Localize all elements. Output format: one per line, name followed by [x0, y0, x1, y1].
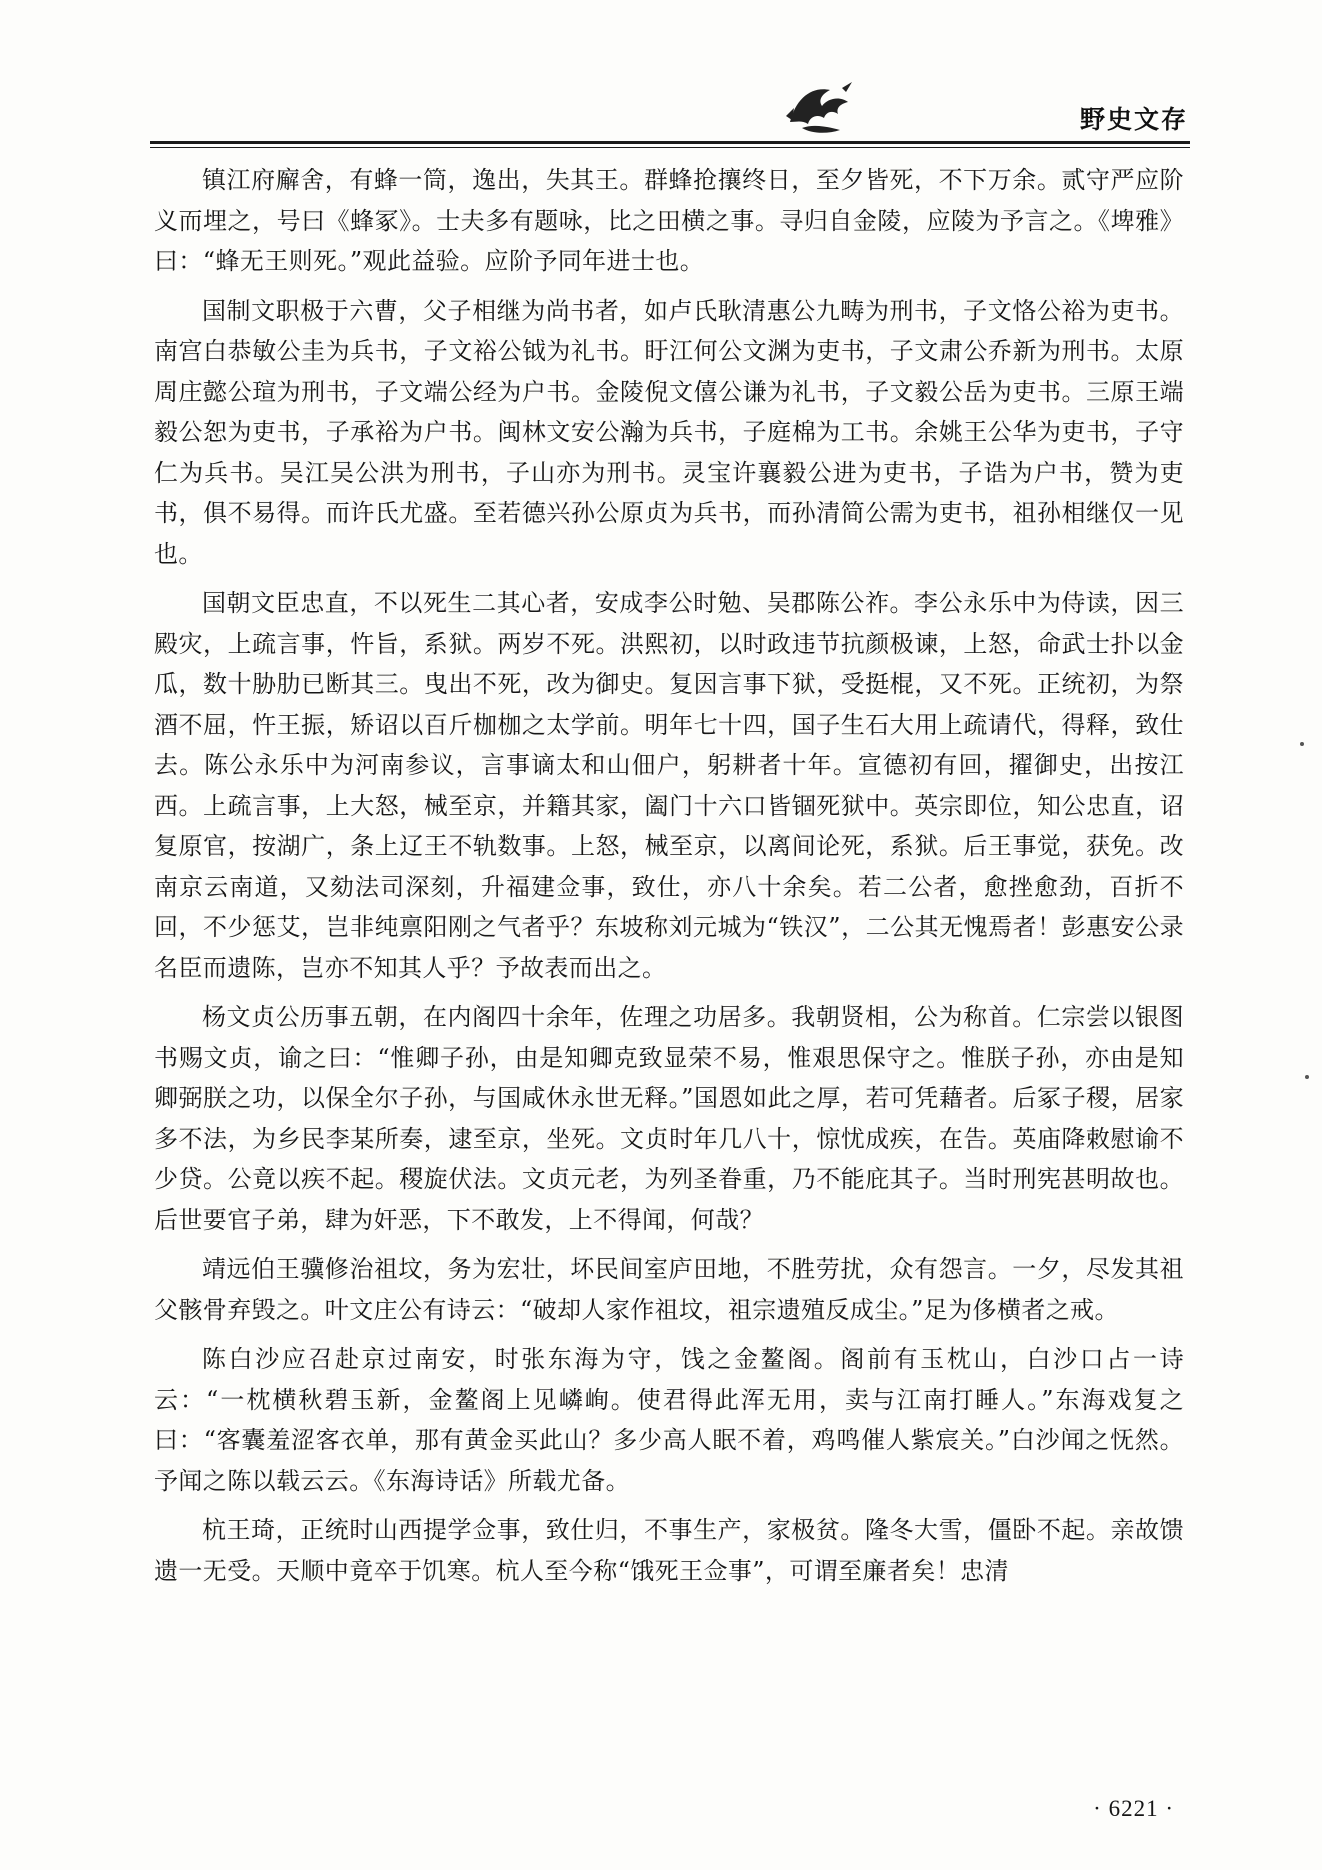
dragon-emblem-icon — [782, 78, 858, 138]
paragraph-wang-qi: 杭王琦，正统时山西提学佥事，致仕归，不事生产，家极贫。隆冬大雪，僵卧不起。亲故馈遗一无受。天顺中竟卒于饥寒。杭人至今称“饿死王佥事”，可谓至廉者矣！忠清 — [154, 1516, 1184, 1585]
paragraph-father-son-ministers: 国制文职极于六曹，父子相继为尚书者，如卢氏耿清惠公九畴为刑书，子文恪公裕为吏书。南宫白恭敏公圭为兵书，子文裕公钺为礼书。盱江何公文渊为吏书，子文肃公乔新为刑书。太原周庄懿公瑄为刑书，子文端公经为户书。金陵倪文僖公谦为礼书，子文毅公岳为吏书。三原王端毅公恕为吏书，子承裕为户书。闽林文安公瀚为兵书，子庭棉为工书。余姚王公华为吏书，子守仁为兵书。吴江吴公洪为刑书，子山亦为刑书。灵宝许襄毅公进为吏书，子诰为户书，赞为吏书，俱不易得。而许氏尤盛。至若德兴孙公原贞为兵书，而孙清简公需为吏书，祖孙相继仅一见也。 — [154, 296, 1184, 568]
page-header — [0, 0, 1322, 150]
header-rule-thick — [150, 141, 1190, 144]
series-title: 野史文存 — [1079, 105, 1188, 134]
paragraph-chen-baisha: 陈白沙应召赴京过南安，时张东海为守，饯之金鳌阁。阁前有玉枕山，白沙口占一诗云：“一枕横秋碧玉新，金鳌阁上见嶙峋。使君得此浑无用，卖与江南打睡人。”东海戏复之曰：“客囊羞涩客衣单，那有黄金买此山？多少高人眠不着，鸡鸣催人紫宸关。”白沙闻之怃然。予闻之陈以载云云。《东海诗话》所载尤备。 — [154, 1345, 1184, 1495]
body-text — [154, 160, 1184, 1600]
page-number: · 6221 · — [1093, 1796, 1174, 1821]
paragraph-yang-wenzhen: 杨文贞公历事五朝，在内阁四十余年，佐理之功居多。我朝贤相，公为称首。仁宗尝以银图书赐文贞，谕之曰：“惟卿子孙，由是知卿克致显荣不易，惟艰思保守之。惟朕子孙，亦由是知卿弼朕之功，以保全尔子孙，与国咸休永世无释。”国恩如此之厚，若可凭藉者。后冢子稷，居家多不法，为乡民李某所奏，逮至京，坐死。文贞时年几八十，惊忧成疾，在告。英庙降敕慰谕不少贷。公竟以疾不起。稷旋伏法。文贞元老，为列圣眷重，乃不能庇其子。当时刑宪甚明故也。后世要官子弟，肆为奸恶，下不敢发，上不得闻，何哉？ — [154, 1003, 1184, 1234]
header-rule-thin — [150, 147, 1190, 148]
paragraph-bee-tomb: 镇江府廨舍，有蜂一筒，逸出，失其王。群蜂抢攘终日，至夕皆死，不下万余。贰守严应阶义而埋之，号曰《蜂冢》。士夫多有题咏，比之田横之事。寻归自金陵，应陵为予言之。《埤雅》曰：“蜂无王则死。”观此益验。应阶予同年进士也。 — [154, 166, 1184, 275]
scan-speck — [1305, 1075, 1309, 1079]
paragraph-loyal-officials: 国朝文臣忠直，不以死生二其心者，安成李公时勉、吴郡陈公祚。李公永乐中为侍读，因三殿灾，上疏言事，忤旨，系狱。两岁不死。洪熙初，以时政违节抗颜极谏，上怒，命武士扑以金瓜，数十胁肋已断其三。曳出不死，改为御史。复因言事下狱，受挺棍，又不死。正统初，为祭酒不屈，忤王振，矫诏以百斤枷枷之太学前。明年七十四，国子生石大用上疏请代，得释，致仕去。陈公永乐中为河南参议，言事谪太和山佃户，躬耕者十年。宣德初有回，擢御史，出按江西。上疏言事，上大怒，械至京，并籍其家，阖门十六口皆锢死狱中。英宗即位，知公忠直，诏复原官，按湖广，条上辽王不轨数事。上怒，械至京，以离间论死，系狱。后王事觉，获免。改南京云南道，又劾法司深刻，升福建佥事，致仕，亦八十余矣。若二公者，愈挫愈劲，百折不回，不少惩艾，岂非纯禀阳刚之气者乎？东坡称刘元城为“铁汉”，二公其无愧焉者！彭惠安公录名臣而遗陈，岂亦不知其人乎？予故表而出之。 — [154, 589, 1184, 982]
scan-speck — [1300, 742, 1304, 746]
paragraph-wang-ji-tomb: 靖远伯王骥修治祖坟，务为宏壮，坏民间室庐田地，不胜劳扰，众有怨言。一夕，尽发其祖父骸骨弃毁之。叶文庄公有诗云：“破却人家作祖坟，祖宗遗殖反成尘。”足为侈横者之戒。 — [154, 1255, 1184, 1324]
